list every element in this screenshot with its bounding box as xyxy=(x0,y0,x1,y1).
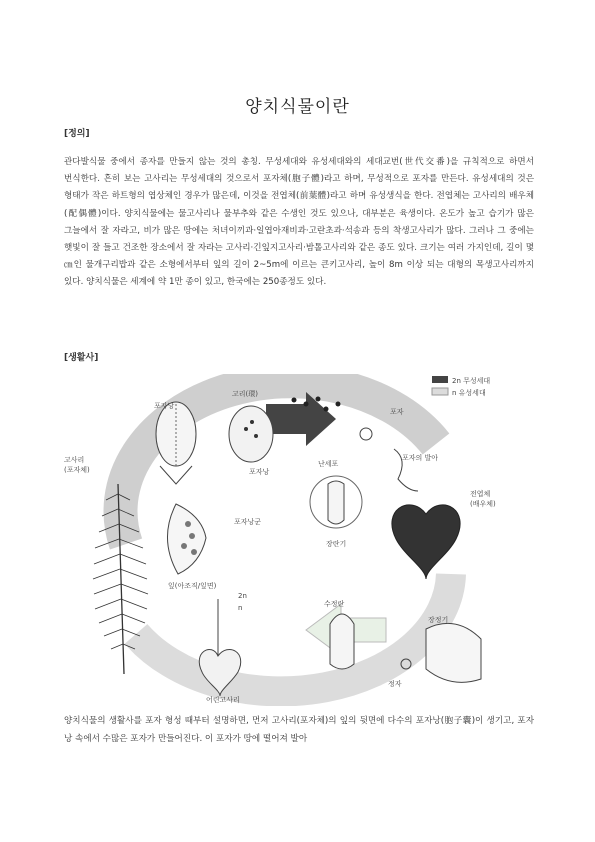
label-fern-sub: (포자체) xyxy=(64,466,90,474)
bottom-paragraph: 양치식물의 생활사를 포자 형성 때부터 설명하면, 먼저 고사리(포자체)의 잎의 뒷면에 다수의 포자낭(胞子囊)이 생기고, 포자낭 속에서 수많은 포자가 만들어진다. 이 포자가 땅에 떨어져 발아 xyxy=(64,716,534,744)
label-leaf-section: 잎(아조직/잎면) xyxy=(168,582,217,590)
legend-diploid: 2n 무성세대 xyxy=(452,377,491,385)
lifecycle-heading: [생활사] xyxy=(64,353,99,363)
opening-sporangium-illustration xyxy=(229,406,273,462)
label-germination: 포자의 발아 xyxy=(402,454,439,462)
spore-circle xyxy=(360,428,372,440)
label-spore-sac-2: 포자낭 xyxy=(249,468,270,476)
label-prothallus: 전엽체 xyxy=(470,490,491,498)
label-sorus: 포자낭군 xyxy=(234,518,262,526)
prothallus-illustration xyxy=(392,505,460,579)
leaf-section-illustration xyxy=(167,504,206,574)
egg-cell-illustration xyxy=(310,476,362,528)
fertilized-egg-illustration xyxy=(330,614,354,669)
label-prothallus-sub: (배우체) xyxy=(470,500,496,508)
label-archegonium: 장란기 xyxy=(326,540,347,548)
label-egg-cell: 난세포 xyxy=(318,460,339,468)
definition-paragraph: 관다발식물 중에서 종자를 만들지 않는 것의 총칭. 무성세대와 유성세대와의 세대교번(世代交番)을 규칙적으로 하면서 번식한다. 흔히 보는 고사리는 무성세대의 것으로서 포자체(胞子體)라고 하며, 무성적으로 포자를 만든다. 유성세대의 것은 형태가 작은 하트형의 엽상체인 경우가 많은데, 이것을 전엽체(前葉體)라고 하며 유성생식을 한다. 전엽체는 고사리의 배우체(配偶體)이다. 양치식물에는 물고사리나 물부추와 같은 수생인 것도 있으나, 대부분은 육생이다. 온도가 높고 습기가 많은 그늘에서 잘 자라고, 비가 많은 땅에는 처녀이끼과·일엽아재비과·고란초과·석송과 등의 착생고사리가 많다. 그러나 그 중에는 햇빛이 잘 들고 건조한 장소에서 잘 자라는 고사리·긴잎지고사리·밤톨고사리와 같은 종도 있다. 크기는 여러 가지인데, 길이 몇 ㎝인 물개구리밥과 같은 소형에서부터 잎의 길이 2~5m에 이르는 큰키고사리, 높이 8m 이상 되는 대형의 목생고사리까지 있다. 양치식물은 세계에 약 1만 종이 있고, 한국에는 250종정도 있다. xyxy=(64,157,534,288)
label-fern: 고사리 xyxy=(64,456,85,464)
fern-lifecycle-diagram xyxy=(56,374,540,706)
label-sperm: 정자 xyxy=(388,680,402,688)
sporangium-illustration xyxy=(156,402,196,484)
label-2n: 2n xyxy=(238,592,247,600)
label-spore-sac: 포자낭 xyxy=(154,402,175,410)
legend xyxy=(432,376,490,397)
label-fertilized-egg: 수정란 xyxy=(324,600,345,608)
label-n: n xyxy=(238,604,243,612)
label-antheridium: 장정기 xyxy=(428,616,449,624)
lower-cycle-arrow xyxy=(136,574,451,691)
definition-heading: [정의] xyxy=(64,129,90,139)
legend-haploid: n 유성세대 xyxy=(452,389,486,397)
page-title: 양치식물이란 xyxy=(245,97,350,117)
label-spore: 포자 xyxy=(390,408,404,416)
label-young-fern: 어린고사리 xyxy=(206,696,240,704)
label-annulus: 고리(環) xyxy=(232,390,258,398)
